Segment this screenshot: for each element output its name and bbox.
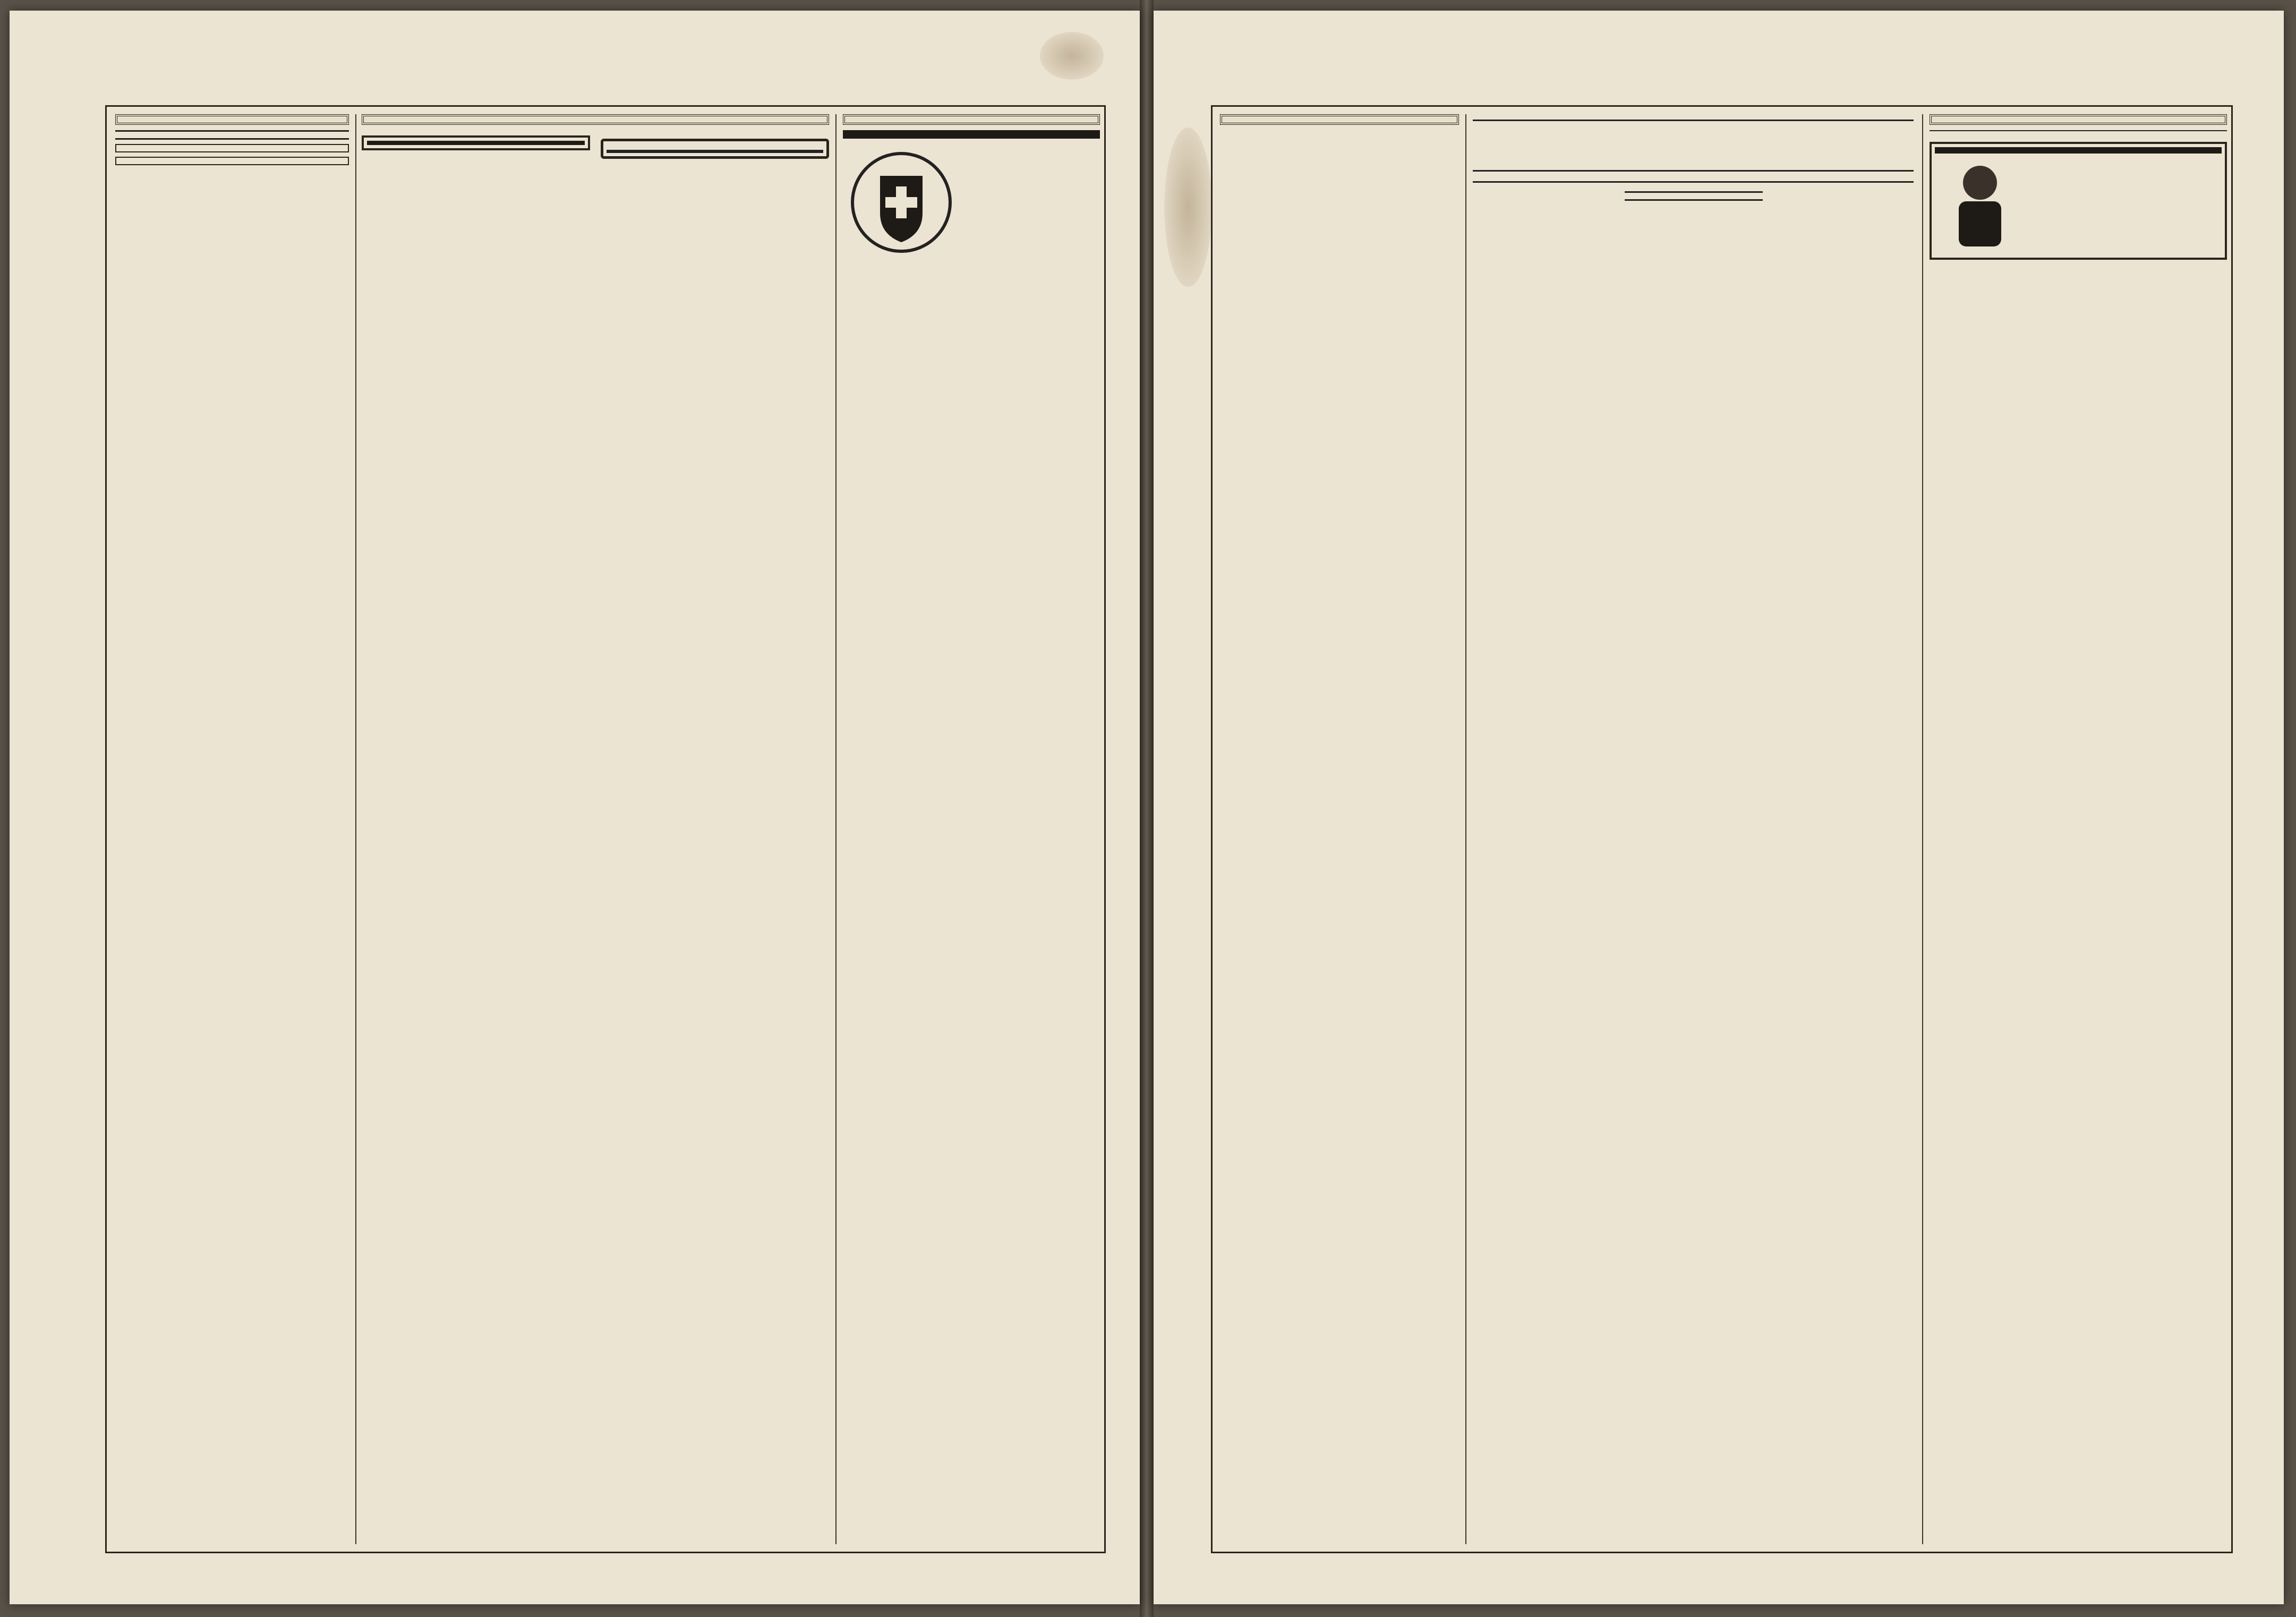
avenida-name bbox=[367, 141, 585, 145]
right-page bbox=[1154, 11, 2284, 1604]
right-col-lotaria bbox=[1473, 114, 1914, 1544]
teatro-col-b bbox=[601, 130, 829, 163]
nacional-ciclone bbox=[607, 150, 823, 153]
left-running-head bbox=[10, 63, 1140, 89]
londres-head bbox=[1930, 114, 2227, 125]
left-col-tsf bbox=[843, 114, 1100, 1544]
teatro-columns bbox=[362, 130, 829, 163]
vicks-body bbox=[1935, 154, 2222, 254]
right-running-head bbox=[1154, 63, 2284, 89]
coliseu-col bbox=[1625, 187, 1763, 205]
left-frame bbox=[105, 105, 1106, 1553]
lot-footer bbox=[1473, 170, 1914, 176]
fosforos-banner bbox=[843, 130, 1100, 139]
right-col-curiosidades bbox=[1220, 114, 1459, 1544]
tsf-head bbox=[843, 114, 1100, 125]
left-rule-1 bbox=[355, 114, 356, 1544]
automovel-col bbox=[1771, 187, 1914, 205]
right-frame bbox=[1211, 105, 2233, 1553]
fosforos-crest-icon bbox=[843, 149, 960, 256]
gimnasio-ad bbox=[115, 144, 349, 152]
left-page bbox=[10, 11, 1140, 1604]
lower-band bbox=[1473, 181, 1914, 205]
curiosidades-head bbox=[1220, 114, 1459, 125]
tauromaquia-title bbox=[115, 130, 349, 140]
teatro-col-a bbox=[362, 130, 590, 163]
vicks-ad bbox=[1930, 142, 2227, 260]
right-col-londres bbox=[1930, 114, 2227, 1544]
lot-col-2 bbox=[1698, 125, 1914, 163]
lot-col-1 bbox=[1473, 125, 1688, 163]
lot-body bbox=[1473, 120, 1914, 163]
coliseu-h bbox=[1625, 191, 1763, 201]
trindade-ad bbox=[115, 157, 349, 165]
right-rule-2 bbox=[1922, 114, 1923, 1544]
left-col-1 bbox=[115, 114, 349, 1544]
left-col-teatro bbox=[362, 114, 829, 1544]
left-rule-2 bbox=[835, 114, 837, 1544]
teatro-head bbox=[362, 114, 829, 125]
avenida-ad bbox=[362, 135, 590, 150]
vol-h bbox=[1930, 130, 2227, 134]
vicks-title bbox=[1935, 147, 2222, 154]
vicks-illustration-icon bbox=[1940, 159, 2020, 249]
banqueiro-head bbox=[115, 114, 349, 125]
nacional-ad bbox=[601, 139, 829, 159]
desemprego-col bbox=[1473, 187, 1616, 205]
page-gutter bbox=[1140, 0, 1154, 1617]
right-rule-1 bbox=[1465, 114, 1466, 1544]
